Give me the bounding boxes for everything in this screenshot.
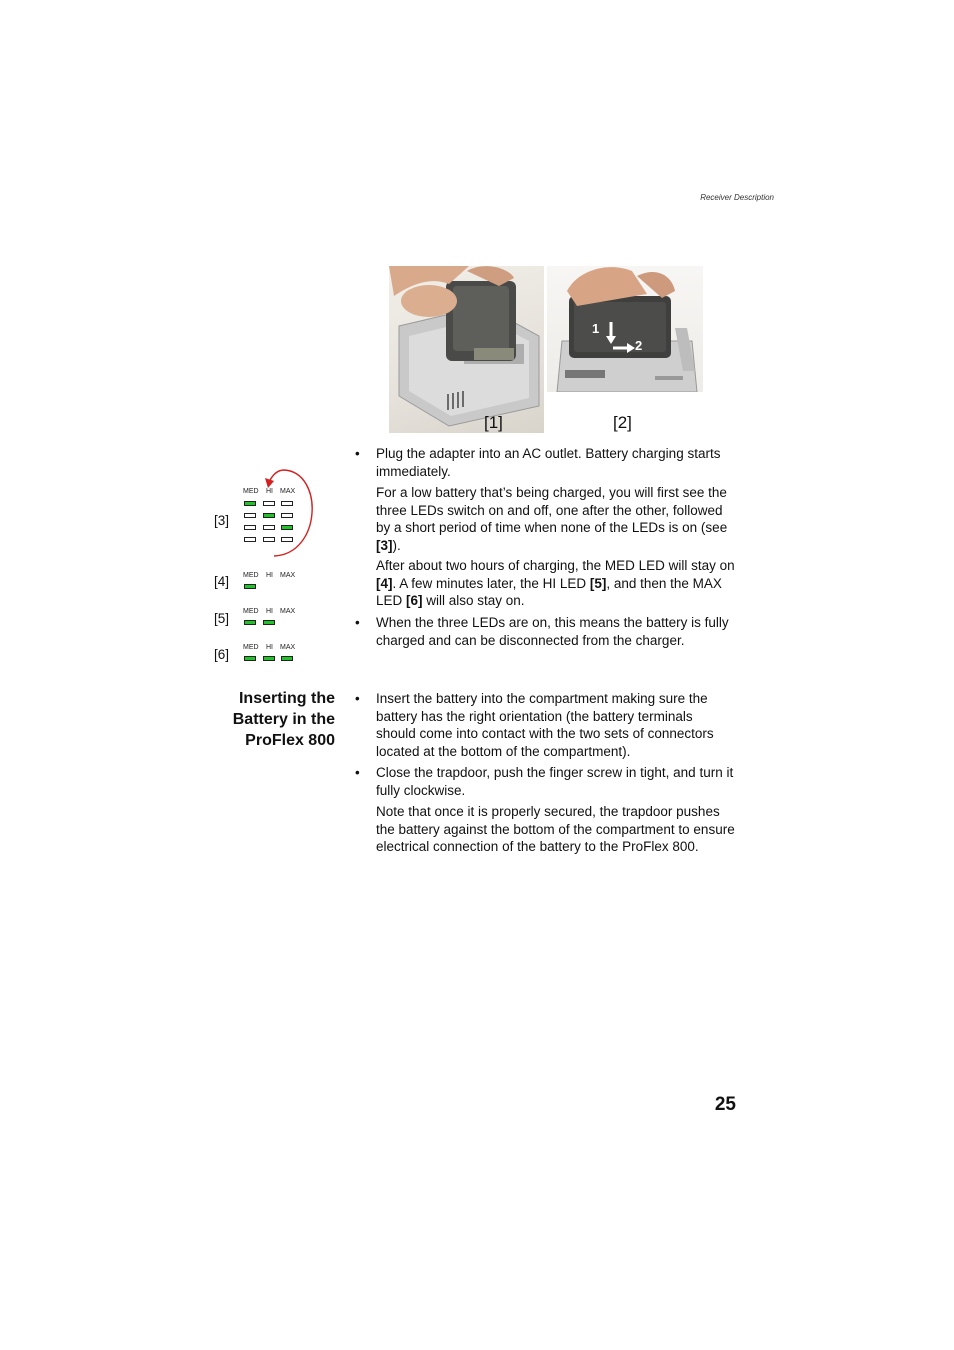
bullet-marker: • [355, 446, 360, 461]
led-heading-max: MAX [280, 572, 296, 579]
text-run: . A few minutes later, the HI LED [392, 575, 590, 591]
led-heading-hi: HI [266, 644, 273, 651]
charging-paragraph-2 [376, 557, 736, 610]
bullet-marker: • [355, 691, 360, 706]
figure-label-2: [2] [613, 413, 632, 432]
charger-illustration-1 [389, 266, 544, 433]
inserting-bullet-1: Insert the battery into the compartment making sure the battery has the right orientation (the battery terminals should come into contact with the two sets of connectors located at the bottom of the compartment). [376, 691, 714, 760]
led-max-indicator [281, 656, 293, 661]
charger-photo-1 [389, 266, 544, 433]
led-label-6: [6] [214, 647, 230, 662]
led-med-indicator [244, 513, 256, 518]
text-run: , and then the MAX LED [376, 575, 722, 609]
led-label-5: [5] [214, 611, 230, 626]
running-header: Receiver Description [700, 193, 774, 202]
inserting-note: Note that once it is properly secured, the trapdoor pushes the battery against the bottom of the compartment to ensure electrical connection of the battery to the ProFlex 800. [376, 804, 735, 855]
section-title [214, 688, 335, 751]
led-label-4: [4] [214, 574, 230, 589]
led-heading-max: MAX [280, 608, 296, 615]
charger-illustration-2 [547, 266, 703, 392]
figure-reference: [3] [376, 538, 393, 554]
text-run: will also stay on. [422, 593, 525, 609]
inserting-bullet-2: Close the trapdoor, push the finger screw in tight, and turn it fully clockwise. [376, 765, 734, 798]
text-run: ). [392, 538, 401, 554]
led-hi-indicator [263, 656, 275, 661]
arrow-number-1: 1 [592, 321, 600, 336]
bullet-marker: • [355, 615, 360, 630]
figure-reference: [5] [589, 575, 607, 591]
section-title-line: Inserting the [238, 690, 335, 707]
charging-paragraph-1 [376, 484, 736, 555]
led-heading-max: MAX [280, 644, 296, 651]
led-heading-med: MED [243, 572, 259, 579]
led-med-indicator [244, 584, 256, 589]
figure-reference: [6] [406, 593, 423, 609]
led-med-indicator [244, 537, 256, 542]
led-heading-max: MAX [280, 488, 296, 495]
led-med-indicator [244, 501, 256, 506]
led-med-indicator [244, 525, 256, 530]
charging-bullet-1: Plug the adapter into an AC outlet. Battery charging starts immediately. [376, 446, 721, 479]
figure-label-1: [1] [484, 413, 503, 432]
bullet-marker: • [355, 765, 360, 780]
led-heading-hi: HI [266, 572, 273, 579]
page-number: 25 [714, 1094, 736, 1115]
figure-reference: [4] [376, 575, 393, 591]
led-hi-indicator [263, 620, 275, 625]
arrow-number-2: 2 [635, 338, 643, 353]
led-med-indicator [244, 656, 256, 661]
text-run: For a low battery that’s being charged, you will first see the three LEDs switch on and off, one after the other, followed by a short period of time when none of the LEDs is on (see [376, 485, 728, 536]
charging-bullet-2: When the three LEDs are on, this means the battery is fully charged and can be disconnected from the charger. [376, 615, 729, 648]
section-title-line: ProFlex 800 [245, 732, 335, 749]
led-heading-med: MED [243, 608, 259, 615]
text-run: After about two hours of charging, the MED LED will stay on [376, 558, 735, 573]
led-heading-med: MED [243, 644, 259, 651]
led-med-indicator [244, 620, 256, 625]
cycle-arrow-icon [262, 464, 322, 560]
charger-photo-2 [547, 266, 703, 392]
led-label-3: [3] [214, 513, 230, 528]
led-heading-hi: HI [266, 488, 273, 495]
led-heading-med: MED [243, 488, 259, 495]
led-heading-hi: HI [266, 608, 273, 615]
section-title-line: Battery in the [232, 711, 335, 728]
